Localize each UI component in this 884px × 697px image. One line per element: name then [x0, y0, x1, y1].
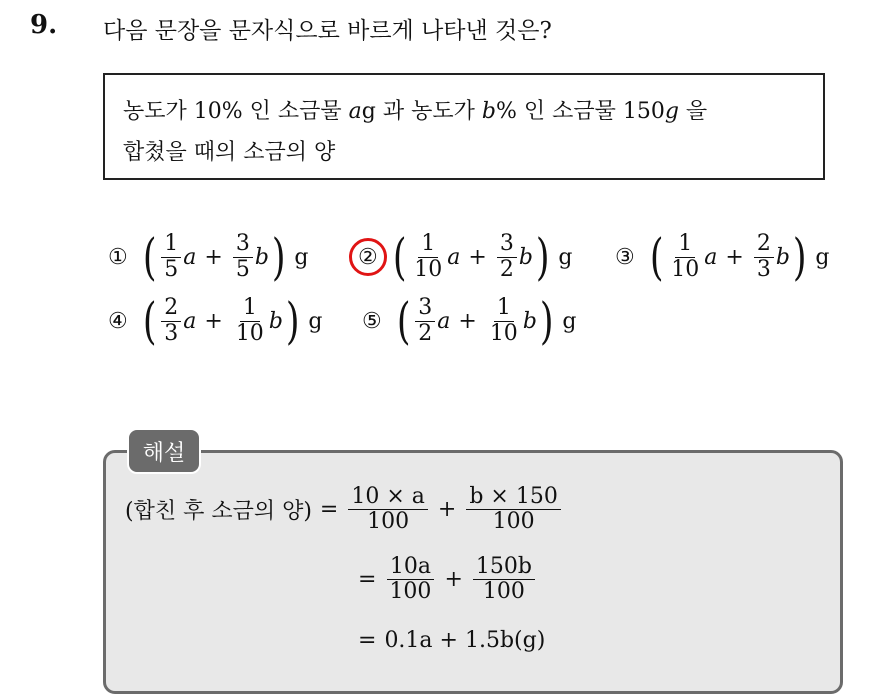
- answer-mark-circle: [349, 238, 387, 276]
- fraction: $\frac{1}{10}$: [235, 295, 264, 346]
- fraction: $\frac{1}{10}$: [489, 295, 518, 346]
- fraction: $\frac{3}{2}$: [497, 232, 517, 281]
- option-number: ③: [615, 244, 635, 270]
- option-number: ②: [358, 245, 378, 270]
- option-number: ①: [108, 244, 128, 270]
- fraction: $\frac{2}{3}$: [161, 296, 181, 345]
- fraction: $\frac{1}{10}$: [671, 231, 700, 282]
- problem-line-2: 합쳤을 때의 소금의 양: [123, 140, 336, 165]
- option-5[interactable]: ⑤ ( $\frac{3}{2}$ a + $\frac{1}{10}$ b ) g: [362, 292, 577, 350]
- solution-line-3: = 0.1a + 1.5b(g): [358, 628, 546, 653]
- fraction: $\frac{3}{5}$: [233, 232, 253, 281]
- option-4[interactable]: ④ ( $\frac{2}{3}$ a + $\frac{1}{10}$ b ) g: [108, 292, 323, 350]
- fraction: $\frac{2}{3}$: [754, 232, 774, 281]
- solution-tag: 해설: [127, 428, 201, 474]
- fraction: $\frac{3}{2}$: [415, 296, 435, 345]
- option-3[interactable]: ③ ( $\frac{1}{10}$ a + $\frac{2}{3}$ b ) g: [615, 228, 830, 286]
- option-number: ④: [108, 308, 128, 334]
- problem-box: [103, 73, 825, 180]
- fraction: $\frac{1}{10}$: [414, 231, 443, 282]
- option-number: ⑤: [362, 308, 382, 334]
- solution-line-1: (합친 후 소금의 양) = $\frac{10 \times a}{100}$ + $\frac{b \times 150}{100}$: [125, 485, 563, 534]
- problem-line-1: 농도가 10% 인 소금물 ag 과 농도가 b% 인 소금물 150g 을: [123, 99, 708, 124]
- option-2[interactable]: ② ( $\frac{1}{10}$ a + $\frac{3}{2}$ b ) g: [358, 232, 573, 282]
- fraction: $\frac{1}{5}$: [161, 232, 181, 281]
- fraction: $\frac{150b}{100}$: [473, 555, 535, 604]
- fraction: $\frac{10a}{100}$: [386, 555, 434, 604]
- question-number: 9.: [30, 10, 58, 40]
- fraction: $\frac{10 \times a}{100}$: [348, 485, 428, 534]
- solution-line-2: = $\frac{10a}{100}$ + $\frac{150b}{100}$: [350, 555, 537, 604]
- question-text: 다음 문장을 문자식으로 바르게 나타낸 것은?: [103, 18, 552, 44]
- option-1[interactable]: ① ( $\frac{1}{5}$ a + $\frac{3}{5}$ b ) g: [108, 228, 309, 286]
- fraction: $\frac{b \times 150}{100}$: [466, 485, 561, 534]
